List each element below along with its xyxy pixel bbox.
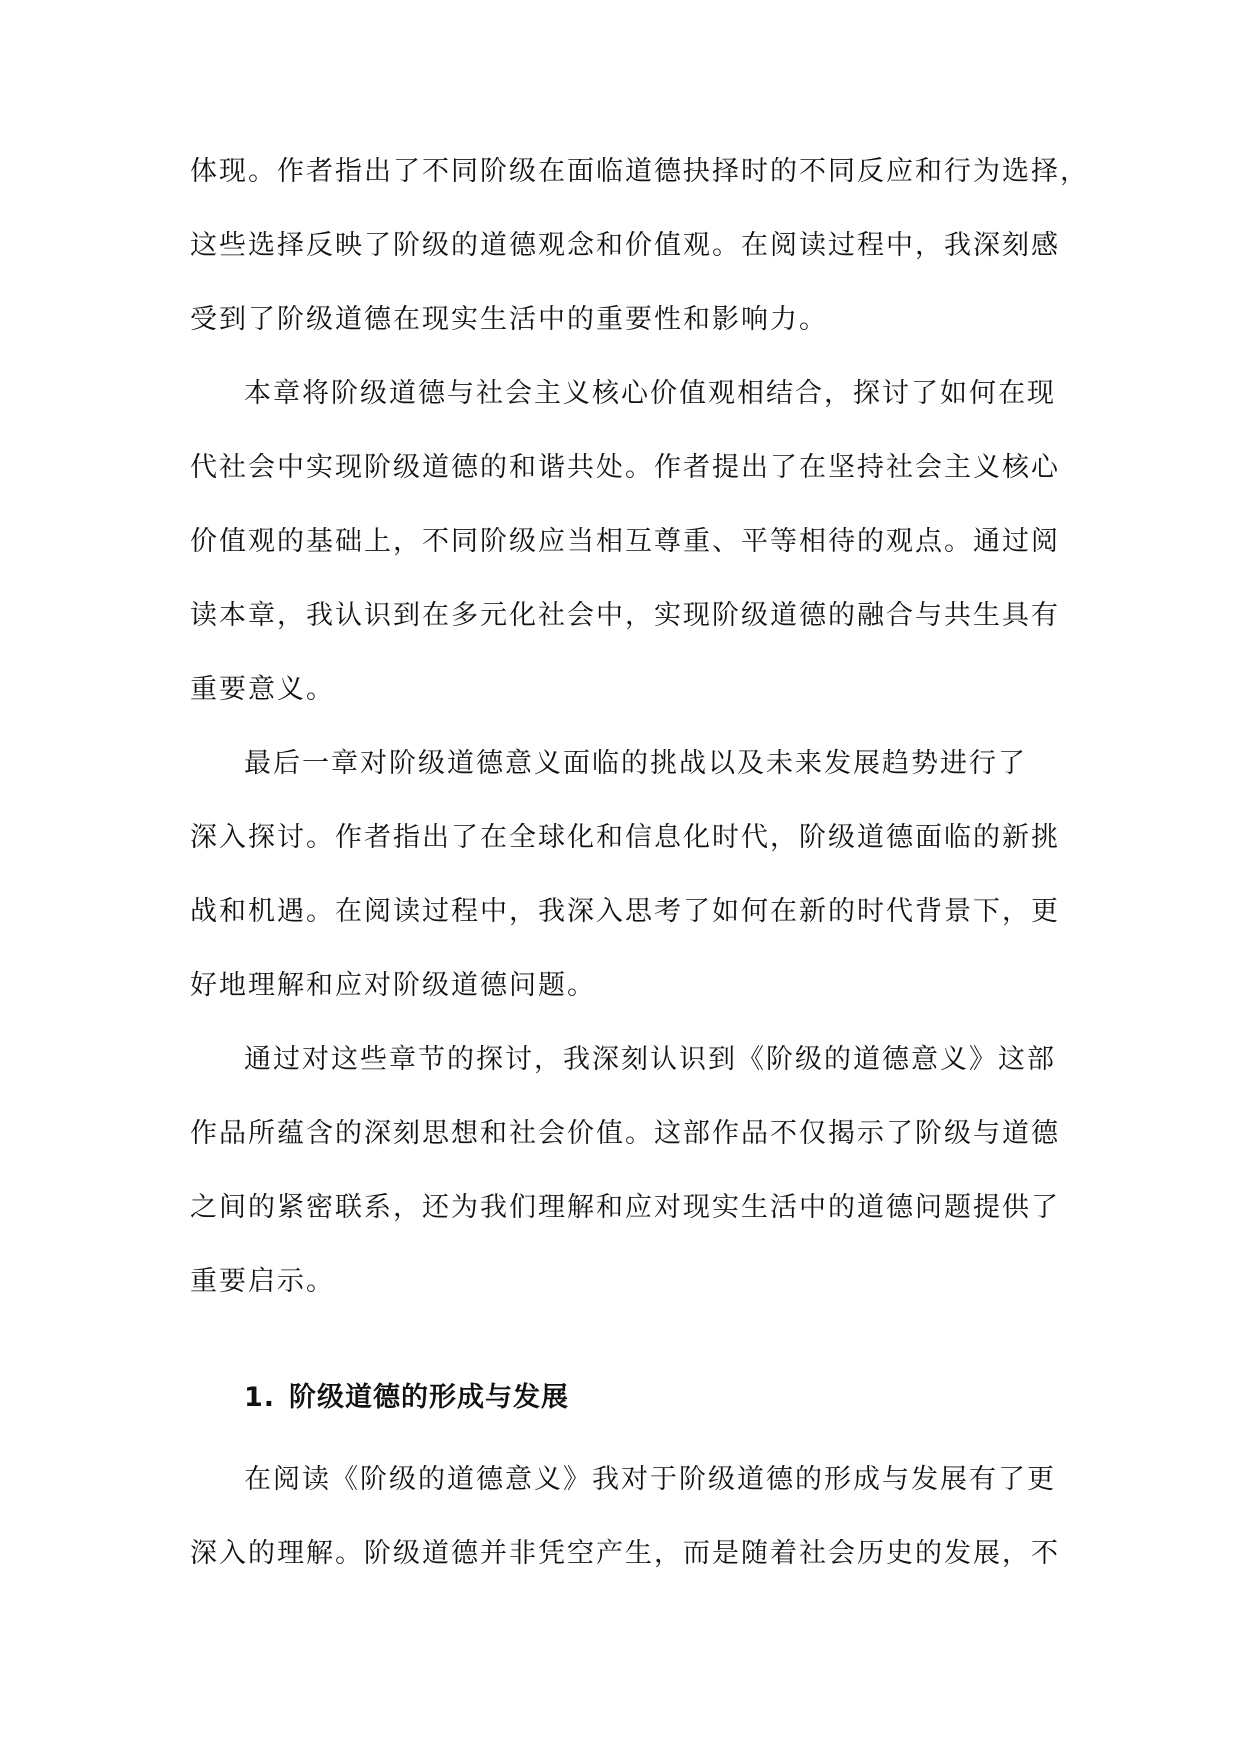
section-heading — [244, 1381, 569, 1415]
paragraph-5-line-1: 在阅读《阶级的道德意义》我对于阶级道德的形成与发展有了更 — [244, 1464, 1056, 1495]
paragraph-1-line-3: 受到了阶级道德在现实生活中的重要性和影响力。 — [190, 304, 828, 335]
paragraph-1-line-1: 体现。作者指出了不同阶级在面临道德抉择时的不同反应和行为选择， — [190, 156, 1089, 187]
section-heading-number: 1. — [244, 1382, 276, 1413]
paragraph-1-line-2: 这些选择反映了阶级的道德观念和价值观。在阅读过程中，我深刻感 — [190, 230, 1060, 261]
paragraph-3-line-4: 好地理解和应对阶级道德问题。 — [190, 970, 596, 1001]
paragraph-3-line-2: 深入探讨。作者指出了在全球化和信息化时代，阶级道德面临的新挑 — [190, 822, 1060, 853]
paragraph-2-line-4: 读本章，我认识到在多元化社会中，实现阶级道德的融合与共生具有 — [190, 600, 1060, 631]
paragraph-4-line-3: 之间的紧密联系，还为我们理解和应对现实生活中的道德问题提供了 — [190, 1192, 1060, 1223]
paragraph-3-line-1: 最后一章对阶级道德意义面临的挑战以及未来发展趋势进行了 — [244, 748, 1027, 779]
section-heading-title: 阶级道德的形成与发展 — [289, 1382, 570, 1413]
paragraph-2-line-2: 代社会中实现阶级道德的和谐共处。作者提出了在坚持社会主义核心 — [190, 452, 1060, 483]
paragraph-2-line-3: 价值观的基础上，不同阶级应当相互尊重、平等相待的观点。通过阅 — [190, 526, 1060, 557]
paragraph-2-line-1: 本章将阶级道德与社会主义核心价值观相结合，探讨了如何在现 — [244, 378, 1056, 409]
paragraph-2-line-5: 重要意义。 — [190, 674, 335, 705]
paragraph-4-line-2: 作品所蕴含的深刻思想和社会价值。这部作品不仅揭示了阶级与道德 — [190, 1118, 1060, 1149]
paragraph-5-line-2: 深入的理解。阶级道德并非凭空产生，而是随着社会历史的发展，不 — [190, 1538, 1060, 1569]
paragraph-3-line-3: 战和机遇。在阅读过程中，我深入思考了如何在新的时代背景下，更 — [190, 896, 1060, 927]
paragraph-4-line-1: 通过对这些章节的探讨，我深刻认识到《阶级的道德意义》这部 — [244, 1044, 1056, 1075]
paragraph-4-line-4: 重要启示。 — [190, 1266, 335, 1297]
